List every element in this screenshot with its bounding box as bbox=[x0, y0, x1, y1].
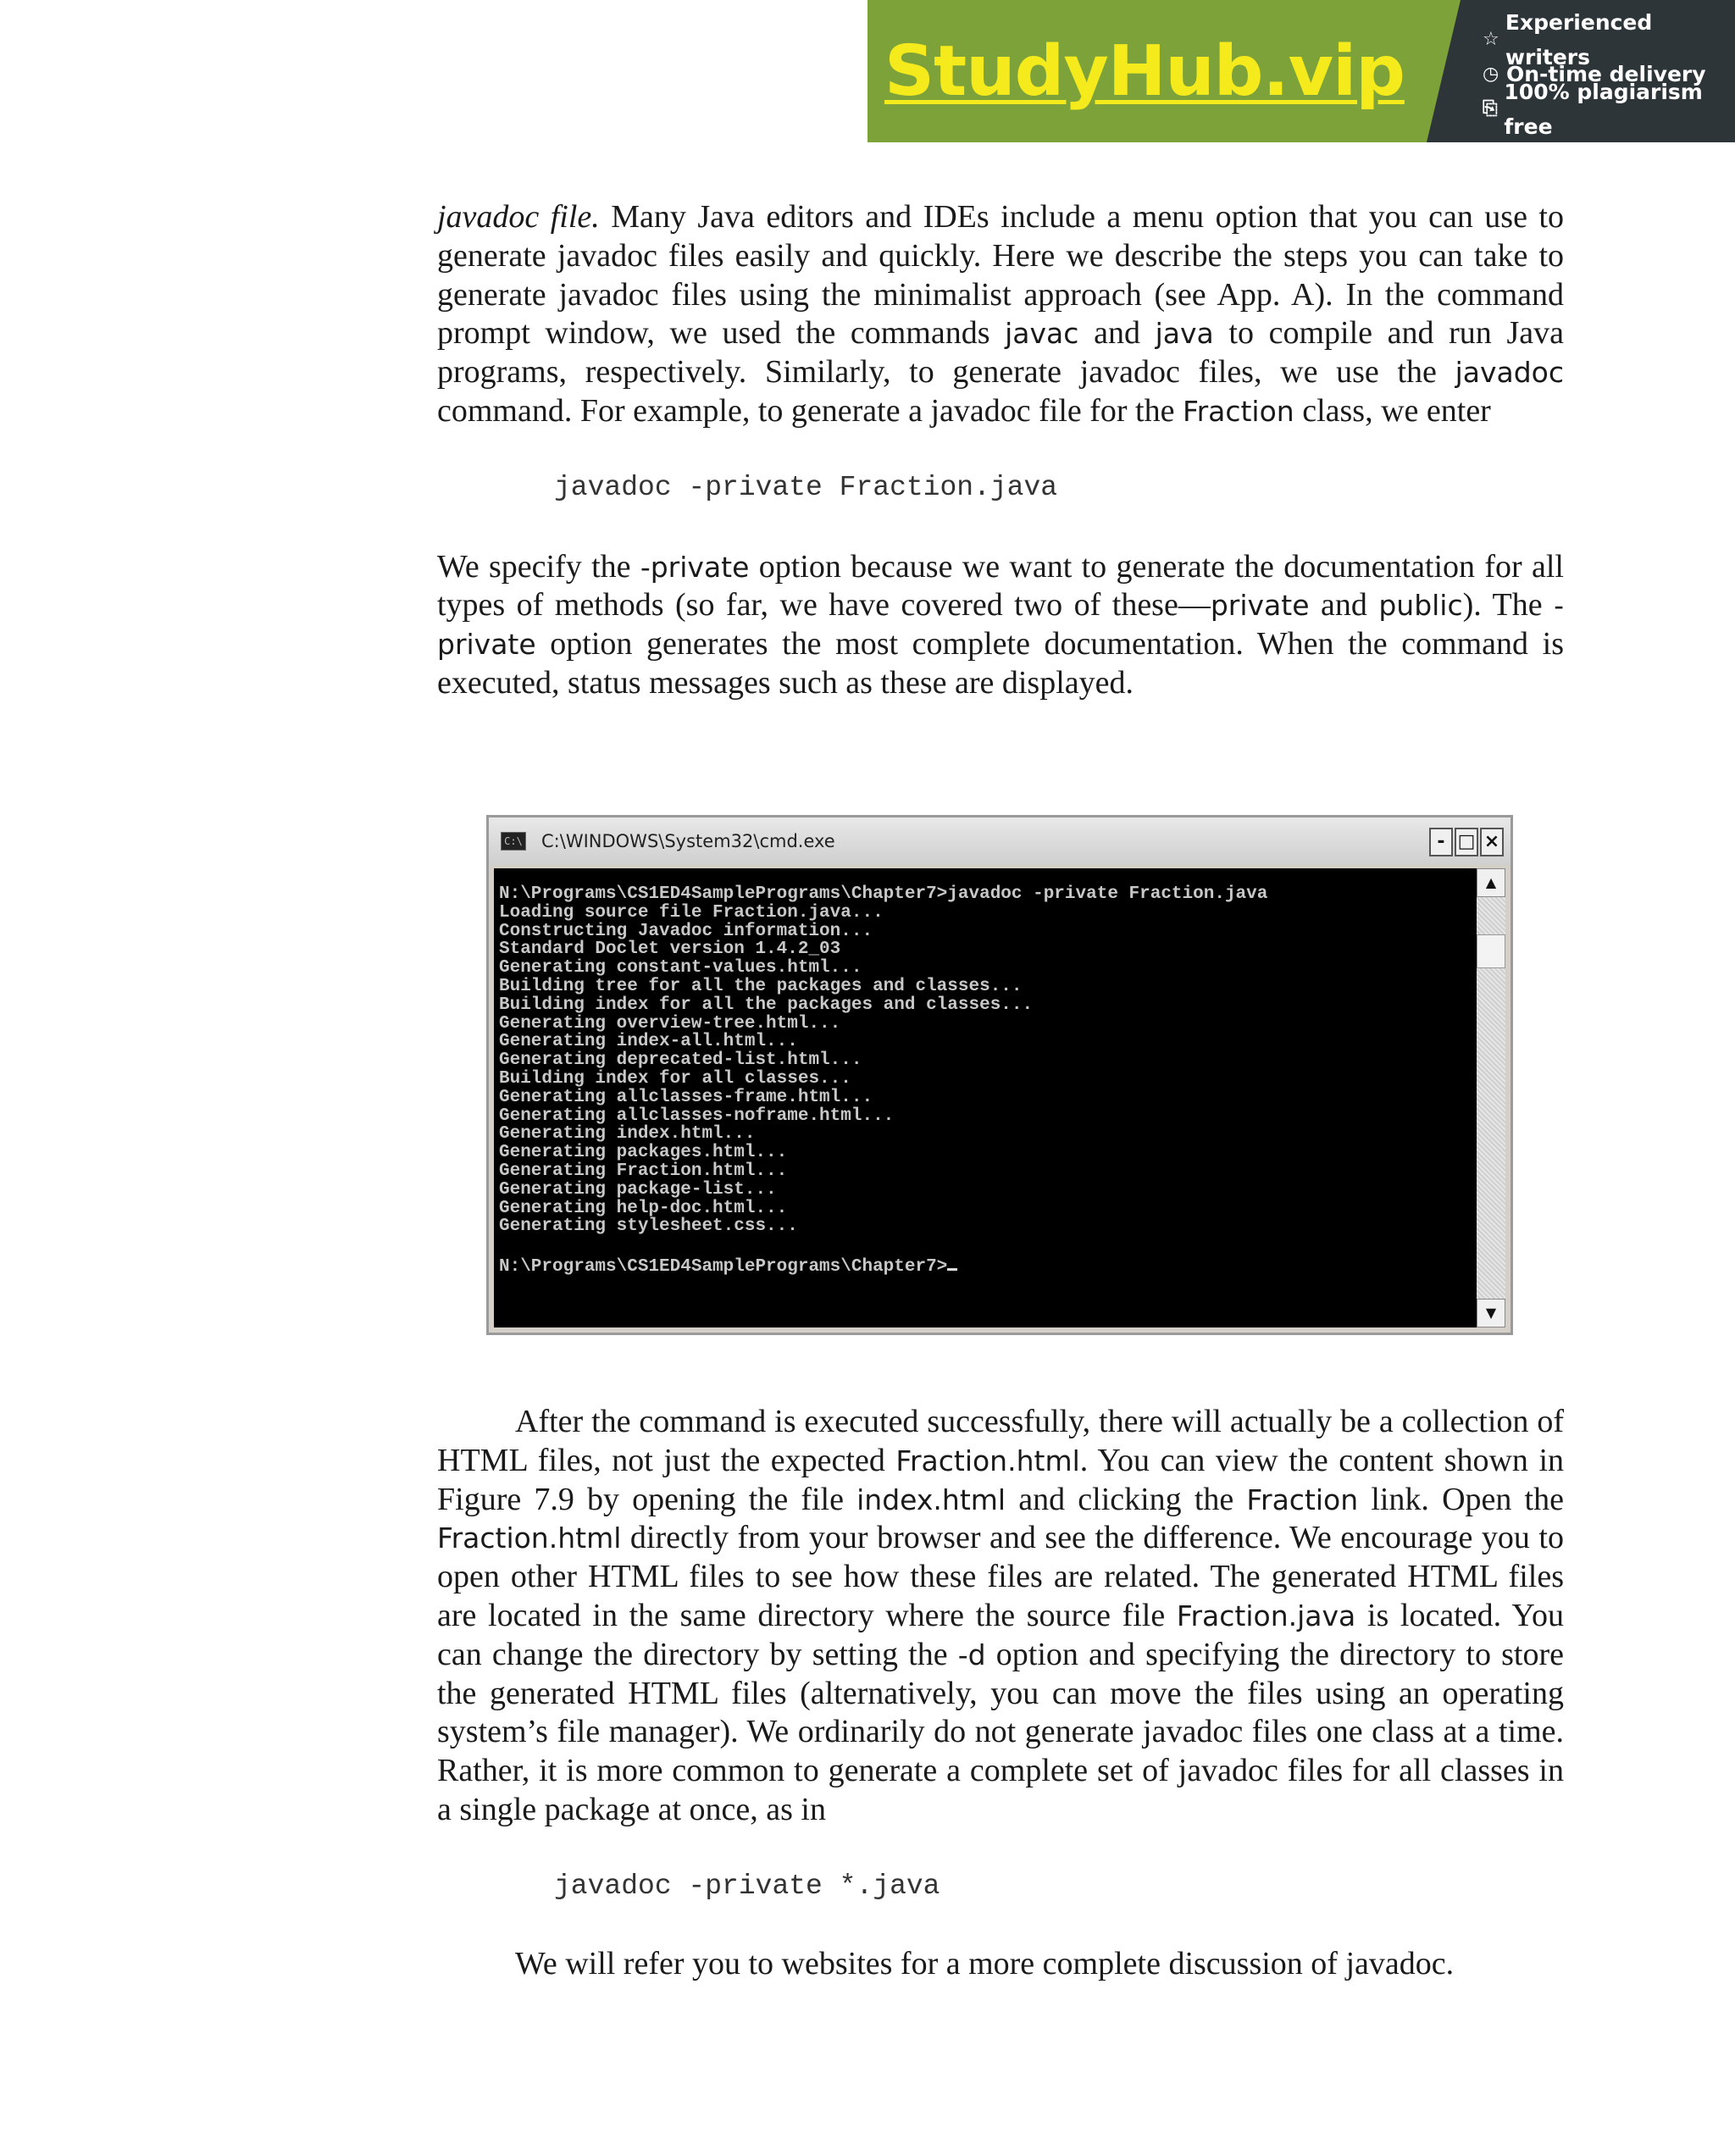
inline-code: Fraction bbox=[1246, 1483, 1359, 1516]
console-line: Building index for all classes... bbox=[499, 1068, 851, 1089]
inline-code: -private bbox=[437, 589, 1565, 662]
close-button[interactable]: × bbox=[1480, 828, 1504, 856]
text-run: link. Open the bbox=[1358, 1481, 1564, 1517]
brand-block bbox=[868, 0, 1427, 142]
inline-code: index.html bbox=[856, 1483, 1006, 1516]
inline-code: Fraction bbox=[1182, 394, 1294, 428]
scroll-up-arrow-icon[interactable]: ▲ bbox=[1477, 868, 1505, 897]
paragraph-intro bbox=[437, 198, 1564, 431]
feature-item bbox=[1483, 9, 1735, 69]
brand-logo[interactable]: StudyHub.vip bbox=[884, 30, 1405, 112]
console-output[interactable] bbox=[494, 868, 1477, 1327]
console-line: Generating packages.html... bbox=[499, 1143, 788, 1163]
code-example-1: javadoc -private Fraction.java bbox=[554, 471, 1058, 503]
feature-label: On-time delivery bbox=[1506, 62, 1706, 86]
console-line: Generating package-list... bbox=[499, 1179, 777, 1200]
inline-code: javac bbox=[1005, 317, 1079, 351]
feature-label: 100% plagiarism free bbox=[1504, 79, 1703, 139]
inline-code: -d bbox=[957, 1638, 986, 1671]
console-line: Generating deprecated-list.html... bbox=[499, 1050, 862, 1071]
code-example-2: javadoc -private *.java bbox=[554, 1870, 940, 1902]
inline-code: Fraction.html bbox=[437, 1521, 622, 1555]
text-run: Many Java editors and IDEs include a menu option that you can use to generate javadoc files easily and quickly. Here we describe the steps you can take to generate javadoc files using the minimalist approach (see App. A). In the command prompt window, we used the commands bbox=[437, 199, 1564, 352]
console-cursor bbox=[947, 1255, 957, 1271]
text-run: option because we want to generate the documentation for all types of methods (so far, we have covered two of these— bbox=[437, 548, 1564, 624]
text-run: command. For example, to generate a javadoc file for the bbox=[437, 392, 1183, 429]
italic-term: javadoc file. bbox=[437, 199, 600, 235]
cmd-title-bar bbox=[489, 818, 1511, 865]
document-body-continued bbox=[437, 1403, 1564, 1983]
text-run: option generates the most complete documentation. When the command is executed, status messages such as these are displayed. bbox=[437, 626, 1564, 701]
text-run: We specify the bbox=[437, 548, 640, 585]
console-line: Building index for all the packages and classes... bbox=[499, 995, 1034, 1015]
minimize-button[interactable]: - bbox=[1429, 828, 1453, 856]
console-line: Generating help-doc.html... bbox=[499, 1198, 788, 1218]
text-run: is located. You can change the directory by setting the bbox=[437, 1597, 1564, 1672]
console-text bbox=[494, 868, 1477, 1277]
star-icon: ☆ bbox=[1483, 29, 1499, 50]
cmd-window-title: C:\WINDOWS\System32\cmd.exe bbox=[541, 831, 835, 851]
text-run: and clicking the bbox=[1006, 1481, 1247, 1517]
feature-label: Experienced writers bbox=[1505, 9, 1653, 69]
scroll-down-arrow-icon[interactable]: ▼ bbox=[1477, 1299, 1505, 1327]
console-line: Generating index.html... bbox=[499, 1124, 756, 1145]
console-line: Building tree for all the packages and classes... bbox=[499, 976, 1023, 996]
text-run: . You can view the content shown in Figure 7.9 by opening the file bbox=[437, 1442, 1564, 1517]
console-line: N:\Programs\CS1ED4SamplePrograms\Chapter7> bbox=[499, 1256, 948, 1277]
cmd-window bbox=[486, 815, 1513, 1335]
console-line: Constructing Javadoc information... bbox=[499, 921, 873, 941]
cmd-icon: C:\ bbox=[501, 832, 526, 851]
vertical-scrollbar[interactable] bbox=[1477, 868, 1505, 1327]
inline-code: Fraction.java bbox=[1176, 1599, 1356, 1632]
console-line: Generating allclasses-frame.html... bbox=[499, 1087, 873, 1107]
studyhub-banner[interactable] bbox=[868, 0, 1735, 142]
paragraph-html-files bbox=[437, 1403, 1564, 1830]
console-line: Generating constant-values.html... bbox=[499, 958, 862, 978]
text-run: directly from your browser and see the difference. We encourage you to open other HTML files to see how these files are related. The generated HTML files are located in the same directory where the source file bbox=[437, 1520, 1564, 1633]
text-run: option and specifying the directory to store the generated HTML files (alternatively, you can move the files using an operating system’s file manager). We ordinarily do not generate javadoc files one class at a time. Rather, it is more common to generate a complete set of javadoc files for all classes in a single package at once, as in bbox=[437, 1636, 1564, 1827]
paragraph-private-option bbox=[437, 548, 1564, 703]
text-run: ). The bbox=[1462, 587, 1555, 624]
clock-icon: ◷ bbox=[1483, 64, 1499, 85]
text-run: class, we enter bbox=[1294, 392, 1491, 429]
window-controls bbox=[1429, 828, 1504, 856]
text-run: and bbox=[1078, 315, 1156, 352]
console-line: Standard Doclet version 1.4.2_03 bbox=[499, 939, 841, 960]
inline-code: private bbox=[1210, 589, 1310, 623]
paragraph-closing: We will refer you to websites for a more complete discussion of javadoc. bbox=[515, 1945, 1455, 1981]
inline-code: java bbox=[1155, 317, 1214, 351]
console-line: N:\Programs\CS1ED4SamplePrograms\Chapter7>javadoc -private Fraction.java bbox=[499, 884, 1268, 904]
document-icon: ⎘ bbox=[1483, 98, 1498, 119]
text-run: to compile and run Java programs, respectively. Similarly, to generate javadoc files, we use the bbox=[437, 315, 1564, 391]
text-run: After the command is executed successfully, there will actually be a collection of HTML files, not just the expected bbox=[437, 1404, 1564, 1478]
console-line: Generating allclasses-noframe.html... bbox=[499, 1106, 895, 1126]
console-line: Generating overview-tree.html... bbox=[499, 1013, 841, 1034]
document-body bbox=[437, 198, 1564, 703]
console-line: Generating Fraction.html... bbox=[499, 1161, 788, 1181]
console-line: Generating stylesheet.css... bbox=[499, 1217, 798, 1237]
console-line: Loading source file Fraction.java... bbox=[499, 902, 884, 923]
feature-item bbox=[1483, 79, 1735, 139]
scroll-thumb[interactable] bbox=[1477, 934, 1505, 968]
inline-code: -private bbox=[640, 550, 750, 584]
console-line: Generating index-all.html... bbox=[499, 1032, 798, 1052]
text-run: and bbox=[1309, 587, 1379, 624]
inline-code: Fraction.html bbox=[895, 1444, 1080, 1477]
feature-list bbox=[1427, 0, 1735, 142]
maximize-button[interactable]: □ bbox=[1455, 828, 1478, 856]
inline-code: public bbox=[1378, 589, 1463, 623]
inline-code: javadoc bbox=[1455, 356, 1564, 390]
